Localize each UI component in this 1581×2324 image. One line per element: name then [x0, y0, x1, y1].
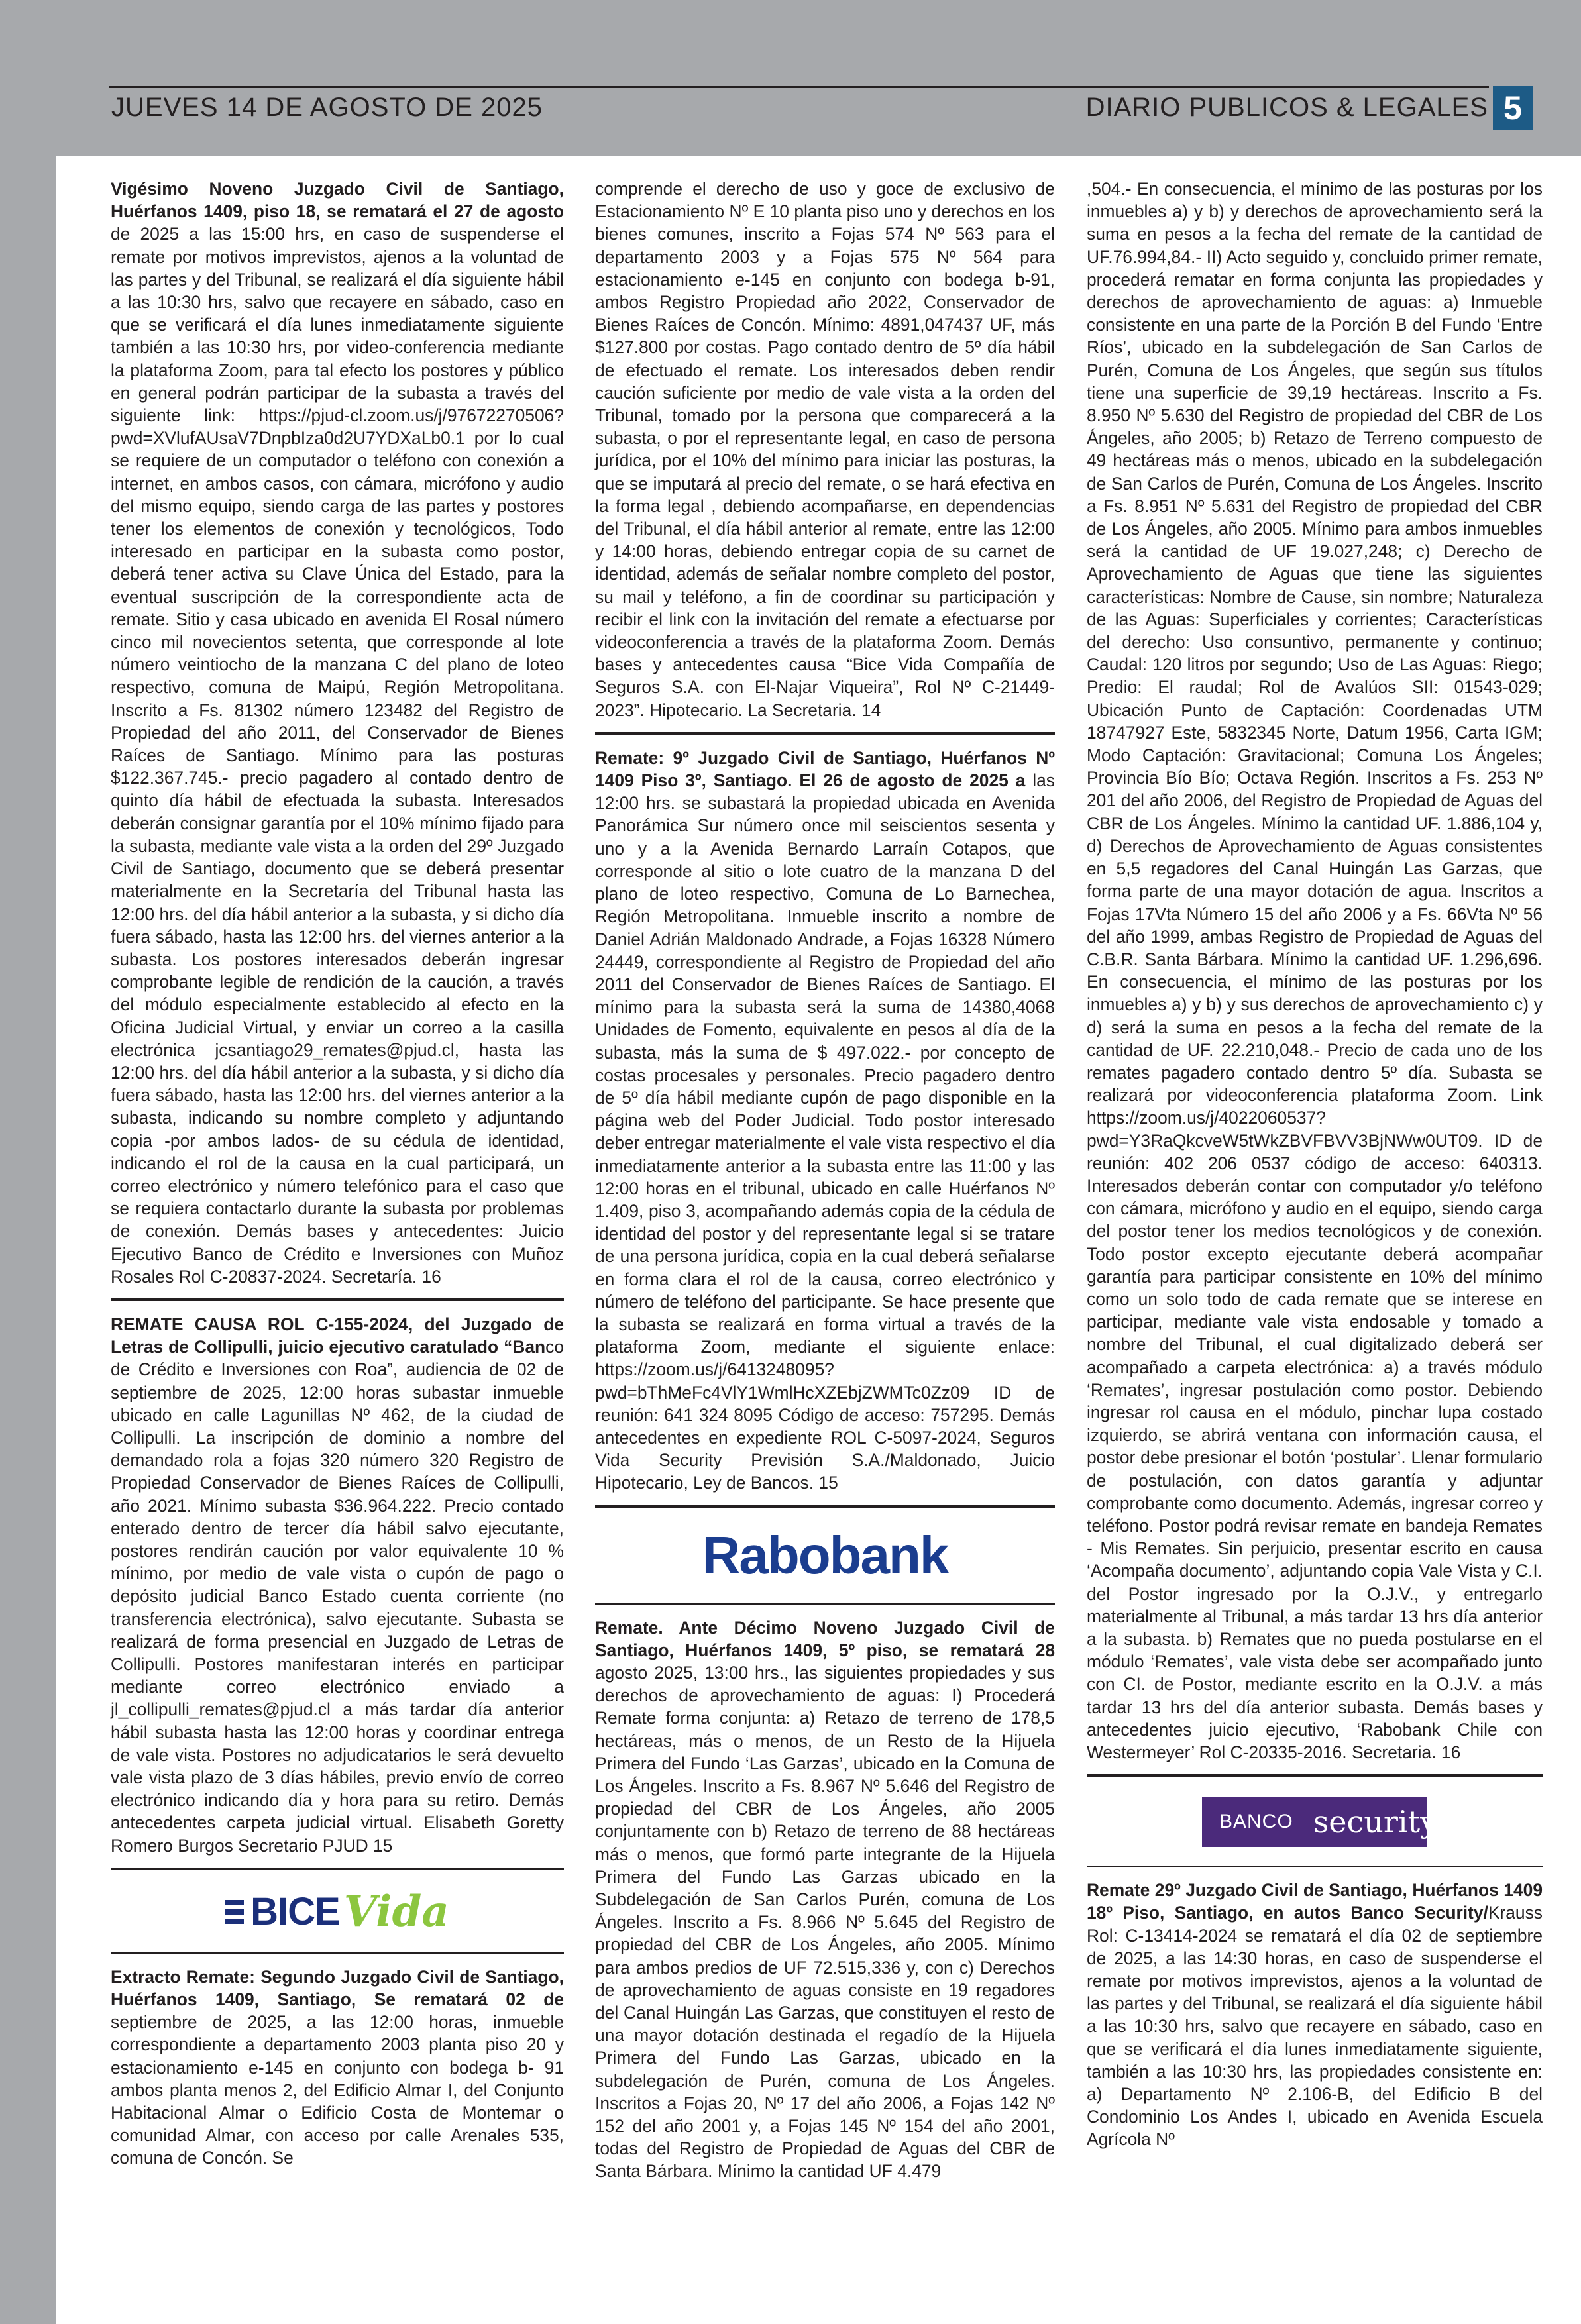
notice — [595, 747, 1055, 1495]
notice — [111, 1313, 564, 1857]
notice-body: comprende el derecho de uso y goce de exclusivo de Estacionamiento Nº E 10 planta piso uno y derechos en los bienes comunes, inscrito a Fojas 574 Nº 563 para el departamento 2003 y a Fojas 575 Nº 564 para estacionamiento e-145 en conjunto con bodega b-91, ambos Registro Propiedad año 2022, Conservador de Bienes Raíces de Concón. Mínimo: 4891,047437 UF, más $127.800 por costas. Pago contado dentro de 5º día hábil de efectuado el remate. Los interesados deben rendir caución suficiente por medio de vale vista a la orden del Tribunal, tomado por la persona que comparecerá a la subasta, o por el representante legal, en caso de persona jurídica, por el 10% del mínimo para iniciar las posturas, la que se imputará al precio del remate, o se hará efectiva en la forma legal , debiendo acompañarse, en dependencias del Tribunal, el día hábil anterior al remate, entre las 12:00 y 14:00 horas, debiendo entregar copia de su carnet de identidad, además de señalar nombre completo del postor, su mail y teléfono, a fin de coordinar su participación y recibir el link con la invitación del remate a efectuarse por videoconferencia a través de la plataforma Zoom. Demás bases y antecedentes causa “Bice Vida Compañía de Seguros S.A. con El-Najar Viqueira”, Rol Nº C-21449-2023”. Hipotecario. La Secretaria. 14 — [595, 179, 1055, 720]
rabobank-logo-word: Rabobank — [702, 1526, 948, 1585]
vida-logo-script: Vida — [343, 1886, 449, 1936]
bice-vida-logo — [111, 1882, 564, 1942]
notice-title: Remate: 9º Juzgado Civil de Santiago, Huérfanos Nº 1409 Piso 3º, Santiago. El 26 de agosto de 2025 a — [595, 747, 1055, 791]
notice-title: Remate. Ante Décimo Noveno Juzgado Civil de Santiago, Huérfanos 1409, 5º piso, se rematará 28 — [595, 1617, 1055, 1660]
banco-security-logo — [1087, 1789, 1543, 1855]
header-rule — [109, 86, 1489, 88]
page-header — [0, 0, 1581, 156]
publication-name: DIARIO PUBLICOS & LEGALES — [1085, 93, 1488, 122]
security-logo-word: security — [1313, 1804, 1438, 1840]
bice-logo-word: BICE — [250, 1889, 340, 1933]
notice — [1087, 1879, 1543, 2150]
notice — [111, 1966, 564, 2170]
security-logo-banco: BANCO — [1219, 1811, 1293, 1833]
notice-body: ,504.- En consecuencia, el mínimo de las posturas por los inmuebles a) y b) y derechos de aprovechamiento será la suma en pesos a la fecha del remate de la cantidad de UF.76.994,84.- II) Acto seguido y, concluido primer remate, procederá rematar en forma conjunta las propiedades y derechos de aprovechamiento de aguas: a) Inmueble consistente en una parte de la Porción B del Fundo ‘Entre Ríos’, ubicado en la subdelegación de San Carlos de Purén, Comuna de Los Ángeles, que según sus títulos tiene una superficie de 39,19 hectáreas. Inscrito a Fs. 8.950 Nº 5.630 del Registro de propiedad del CBR de Los Ángeles, año 2005; b) Retazo de Terreno compuesto de 49 hectáreas más o menos, ubicado en la subdelegación de San Carlos de Purén, Comuna de Los Ángeles. Inscrito a Fs. 8.951 Nº 5.631 del Registro de propiedad del CBR de Los Ángeles, año 2005. Mínimo para ambos inmuebles será la cantidad de UF 19.027,248; c) Derecho de Aprovechamiento de Aguas que tiene las siguientes características: Nombre de Cause, sin nombre; Naturaleza de las Aguas: Superficiales y corrientes; Características del derecho: Uso consuntivo, permanente y continuo; Caudal: 120 litros por segundo; Uso de Las Aguas: Riego; Predio: El raudal; Rol de Avalúos SII: 01543-029; Ubicación Punto de Captación: Coordenadas UTM 18747927 Este, 5832345 Norte, Datum 1956, Carta IGM; Modo Captación: Gravitacional; Comuna Los Ángeles; Provincia Bío Bío; Octava Región. Inscritos a Fs. 253 Nº 201 del año 2006, del Registro de Propiedad de Aguas del CBR de Los Ángeles. Mínimo la cantidad UF. 1.886,104 y, d) Derechos de Aprovechamiento de Aguas consistentes en 5,5 regadores del Canal Huingán Las Garzas, que forma parte de una mayor dotación de agua. Inscritos a Fojas 17Vta Número 15 del año 2006 y a Fs. 66Vta Nº 56 del año 1999, ambas Registro de Propiedad de Aguas del C.B.R. Santa Bárbara. Mínimo la cantidad UF. 1.296,696. En consecuencia, el mínimo de las posturas por los inmuebles a) y b) y sus derechos de aprovechamiento c) y d) será la suma en pesos a la fecha del remate de la cantidad de UF. 22.210,048.- Precio de cada uno de los remates pagadero contado dentro 5º día. Subasta se realizará por videoconferencia plataforma Zoom. Link https://zoom.us/j/4022060537?pwd=Y3RaQkcveW5tWkZBVFBVV3BjNWw0UT09. ID de reunión: 402 206 0537 código de acceso: 640313. Interesados deberán contar con computador y/o teléfono con cámara, micrófono y audio en el equipo, siendo carga del postor tener los medios tecnológicos y de conexión. Todo postor excepto ejecutante deberá acompañar garantía para participar consistente en 10% del mínimo como un solo todo de cada remate que se interese en participar, mediante vale vista endosable y tomado a nombre del Tribunal, el cual digitalizado deberá ser acompañado a carpeta electrónica: a) a través módulo ‘Remates’, ingresar postulación como postor. Debiendo ingresar rol causa en el módulo, pinchar lupa costado izquierdo, se abrirá ventana con información causa, el postor debe presionar el botón ‘postular’. Llenar formulario de postulación, con datos garantía y adjuntar comprobante como documento. Además, ingresar correo y teléfono. Postor podrá revisar remate en bandeja Remates - Mis Remates. Sin perjuicio, presentar escrito en causa ‘Acompaña documento’, adjuntando copia Vale Vista y C.I. del Postor ingresado por la O.J.V., y entregarlo materialmente al Tribunal, a más tardar 13 hrs día anterior a la subasta. b) Remates que no pueda postularse en el módulo ‘Remates’, vale vista debe ser acompañado junto con CI. de Postor, mediante escrito en la O.J.V. a más tardar 13 hrs del día anterior subasta. Demás bases y antecedentes juicio ejecutivo, ‘Rabobank Chile con Westermeyer’ Rol C-20335-2016. Secretaria. 16 — [1087, 179, 1543, 1763]
divider — [595, 1505, 1055, 1508]
column-right — [1087, 178, 1543, 2151]
notice — [595, 178, 1055, 721]
notice-title: Remate 29º Juzgado Civil de Santiago, Huérfanos 1409 18º Piso, Santiago, en autos Banco Security/ — [1087, 1880, 1543, 1923]
divider — [595, 732, 1055, 735]
notice-body: de 2025 a las 15:00 hrs, en caso de suspenderse el remate por motivos imprevistos, ajenos a la voluntad de las partes y del Tribunal, se realizará el día siguiente hábil a las 10:30 hrs, salvo que recayere en sábado, caso en que se verificará el día lunes inmediatamente siguiente también a las 10:30 hrs, por video-conferencia mediante la plataforma Zoom, para tal efecto los postores y público en general podrán participar de la subasta a través del siguiente link: https://pjud-cl.zoom.us/j/97672270506?pwd=XVlufAUsaV7DnpbIza0d2U7YDXaLb0.1 por lo cual se requiere de un computador o teléfono con conexión a internet, en ambos casos, con cámara, micrófono y audio del mismo equipo, siendo carga de las partes y postores tener los elementos de conexión y tecnológicos, Todo interesado en participar en la subasta como postor, deberá tener activa su Clave Única del Estado, para la eventual suscripción de la correspondiente acta de remate. Sitio y casa ubicado en avenida El Rosal número cinco mil novecientos setenta, que corresponde al lote número veintiocho de la manzana C del plano de loteo respectivo, comuna de Maipú, Región Metropolitana. Inscrito a Fs. 81302 número 123482 del Registro de Propiedad del año 2011, del Conservador de Bienes Raíces de Santiago. Mínimo para las posturas $122.367.745.- precio pagadero al contado dentro de quinto día hábil de efectuada la subasta. Interesados deberán consignar garantía por el 10% mínimo fijado para la subasta, mediante vale vista a la orden del 29º Juzgado Civil de Santiago, documento que se deberá presentar materialmente en la Secretaría del Tribunal hasta las 12:00 hrs. del día hábil anterior a la subasta, y si dicho día fuera sábado, hasta las 12:00 hrs. del viernes anterior a la subasta. Los postores interesados deberán ingresar comprobante legible de rendición de la caución, a través del módulo especialmente establecido al efecto en la Oficina Judicial Virtual, y enviar un correo a la casilla electrónica jcsantiago29_remates@pjud.cl, hasta las 12:00 hrs. del día hábil anterior a la subasta, y si dicho día fuera sábado, hasta las 12:00 hrs. del viernes anterior a la subasta, indicando su nombre completo y adjuntando copia -por ambos lados- de su cédula de identidad, indicando el rol de la causa en la cual participará, un correo electrónico y número telefónico para el caso que se requiera contactarlo durante la subasta por problemas de conexión. Demás bases y antecedentes: Juicio Ejecutivo Banco de Crédito e Inversiones con Muñoz Rosales Rol C-20837-2024. Secretaría. 16 — [111, 224, 564, 1287]
issue-date: JUEVES 14 DE AGOSTO DE 2025 — [111, 93, 543, 122]
notice-body: Krauss Rol: C-13414-2024 se rematará el día 02 de septiembre de 2025, a las 14:30 horas, en caso de suspenderse el remate por motivos imprevistos, ajenos a la voluntad de las partes y del Tribunal, se realizará el día siguiente hábil a las 10:30 hrs, salvo que recayere en sábado, caso en que se verificará el día lunes inmediatamente siguiente, también a las 10:30 hrs, las propiedades consistente en: a) Departamento Nº 2.106-B, del Edificio B del Condominio Los Andes I, ubicado en Avenida Escuela Agrícola Nº — [1087, 1903, 1543, 2150]
notice-title: Extracto Remate: Segundo Juzgado Civil de Santiago, Huérfanos 1409, Santiago, Se rematará 02 de — [111, 1966, 564, 2010]
notice-title: Vigésimo Noveno Juzgado Civil de Santiago, Huérfanos 1409, piso 18, se rematará el 27 de agosto — [111, 179, 564, 222]
notice-body: las 12:00 hrs. se subastará la propiedad ubicada en Avenida Panorámica Sur número once mil seiscientos sesenta y uno y a la Avenida Bernardo Larraín Cotapos, que corresponde al sitio o lote cuatro de la manzana D del plano de loteo respectivo, Comuna de Lo Barnechea, Región Metropolitana. Inmueble inscrito a nombre de Daniel Adrián Maldonado Andrade, a Fojas 16328 Número 24449, correspondiente al Registro de Propiedad del año 2011 del Conservador de Bienes Raíces de Santiago. El mínimo para la subasta será la suma de 14380,4068 Unidades de Fomento, equivalente en pesos al día de la subasta, más la suma de $ 497.022.- por concepto de costas procesales y personales. Precio pagadero dentro de 5º día hábil mediante cupón de pago disponible en la página web del Poder Judicial. Todo postor interesado deber entregar materialmente el vale vista respectivo el día inmediatamente anterior a la subasta entre las 11:00 y las 12:00 horas en el tribunal, ubicado en calle Huérfanos Nº 1.409, piso 3, acompañando además copia de la cédula de identidad del postor y del representante legal si se tratare de una persona jurídica, copia en la cual deberá señalarse en forma clara el rol de la causa, correo electrónico y número de teléfono del participante. Se hace presente que la subasta se realizará en forma virtual a través de la plataforma Zoom, mediante el siguiente enlace: https://zoom.us/j/6413248095?pwd=bThMeFc4VlY1WmlHcXZEbjZWMTc0Zz09 ID de reunión: 641 324 8095 Código de acceso: 757295. Demás antecedentes en expediente ROL C-5097-2024, Seguros Vida Security Previsión S.A./Maldonado, Juicio Hipotecario, Ley de Bancos. 15 — [595, 770, 1055, 1493]
column-middle — [595, 178, 1055, 2183]
divider — [111, 1298, 564, 1301]
notice — [595, 1616, 1055, 2183]
page-number: 5 — [1493, 86, 1533, 130]
divider — [111, 1952, 564, 1954]
divider — [595, 1603, 1055, 1605]
column-left — [111, 178, 564, 2170]
notice-body: septiembre de 2025, a las 12:00 horas, inmueble correspondiente a departamento 2003 planta piso 20 y estacionamiento e-145 en conjunto con bodega b- 91 ambos planta menos 2, del Edificio Almar I, del Conjunto Habitacional Almar o Edificio Costa de Montemar o comunidad Almar, con acceso por calle Arenales 535, comuna de Concón. Se — [111, 2012, 564, 2168]
security-logo-box — [1202, 1797, 1438, 1847]
notice-body: co de Crédito e Inversiones con Roa”, audiencia de 02 de septiembre de 2025, 12:00 horas subastar inmueble ubicado en calle Lagunillas Nº 462, de la ciudad de Collipulli. La inscripción de dominio a nombre del demandado rola a fojas 320 número 320 Registro de Propiedad Conservador de Bienes Raíces de Collipulli, año 2021. Mínimo subasta $36.964.222. Precio contado enterado dentro de tercer día hábil salvo ejecutante, postores rendirán caución por valor equivalente 10 % mínimo, por medio de vale vista o cupón de pago o depósito judicial Banco Estado cuenta corriente (no transferencia electrónica), salvo ejecutante. Subasta se realizará de forma presencial en Juzgado de Letras de Collipulli. Postores manifestaran interés en participar mediante correo electrónico enviado a jl_collipulli_remates@pjud.cl a más tardar día anterior hábil subasta hasta las 12:00 horas y coordinar entrega de vale vista. Postores no adjudicatarios le será devuelto vale vista plazo de 3 días hábiles, previo envío de correo electrónico indicando día y hora para su retiro. Demás antecedentes carpeta judicial virtual. Elisabeth Goretty Romero Burgos Secretario PJUD 15 — [111, 1337, 564, 1856]
bice-bars-icon — [225, 1900, 244, 1924]
notice — [111, 178, 564, 1288]
notice-body: agosto 2025, 13:00 hrs., las siguientes propiedades y sus derechos de aprovechamiento de aguas: I) Procederá Remate forma conjunta: a) Retazo de terreno de 178,5 hectáreas, más o menos, de un Resto de la Hijuela Primera del Fundo ‘Las Garzas’, ubicado en la Comuna de Los Ángeles. Inscrito a Fs. 8.967 Nº 5.646 del Registro de propiedad del CBR de Los Ángeles, año 2005 conjuntamente con b) Retazo de terreno de 88 hectáreas más o menos, que formó parte integrante de la Hijuela Primera del Fundo Las Garzas ubicado en la Subdelegación de San Carlos Purén, comuna de Los Ángeles. Inscrito a Fs. 8.966 Nº 5.645 del Registro de propiedad del CBR de Los Ángeles, año 2005. Mínimo para ambos predios de UF 72.515,336 y, con c) Derechos de aprovechamiento de aguas consiste en 19 regadores del Canal Huingán Las Garzas, que constituyen el resto de una mayor dotación destinada el regadío de la Hijuela Primera del Fundo Las Garzas, ubicado en la subdelegación de Purén, comuna de Los Ángeles. Inscritos a Fojas 20, Nº 17 del año 2006, a Fojas 142 Nº 152 del año 2001 y, a Fojas 145 Nº 154 del año 2001, todas del Registro de Propiedad de Aguas del CBR de Santa Bárbara. Mínimo la cantidad UF 4.479 — [595, 1662, 1055, 2182]
notice-title: REMATE CAUSA ROL C-155-2024, del Juzgado de Letras de Collipulli, juicio ejecutivo caratulado “Ban — [111, 1314, 564, 1357]
divider — [1087, 1866, 1543, 1867]
divider — [1087, 1774, 1543, 1777]
divider — [111, 1868, 564, 1870]
notice — [1087, 178, 1543, 1764]
rabobank-logo — [595, 1520, 1055, 1593]
